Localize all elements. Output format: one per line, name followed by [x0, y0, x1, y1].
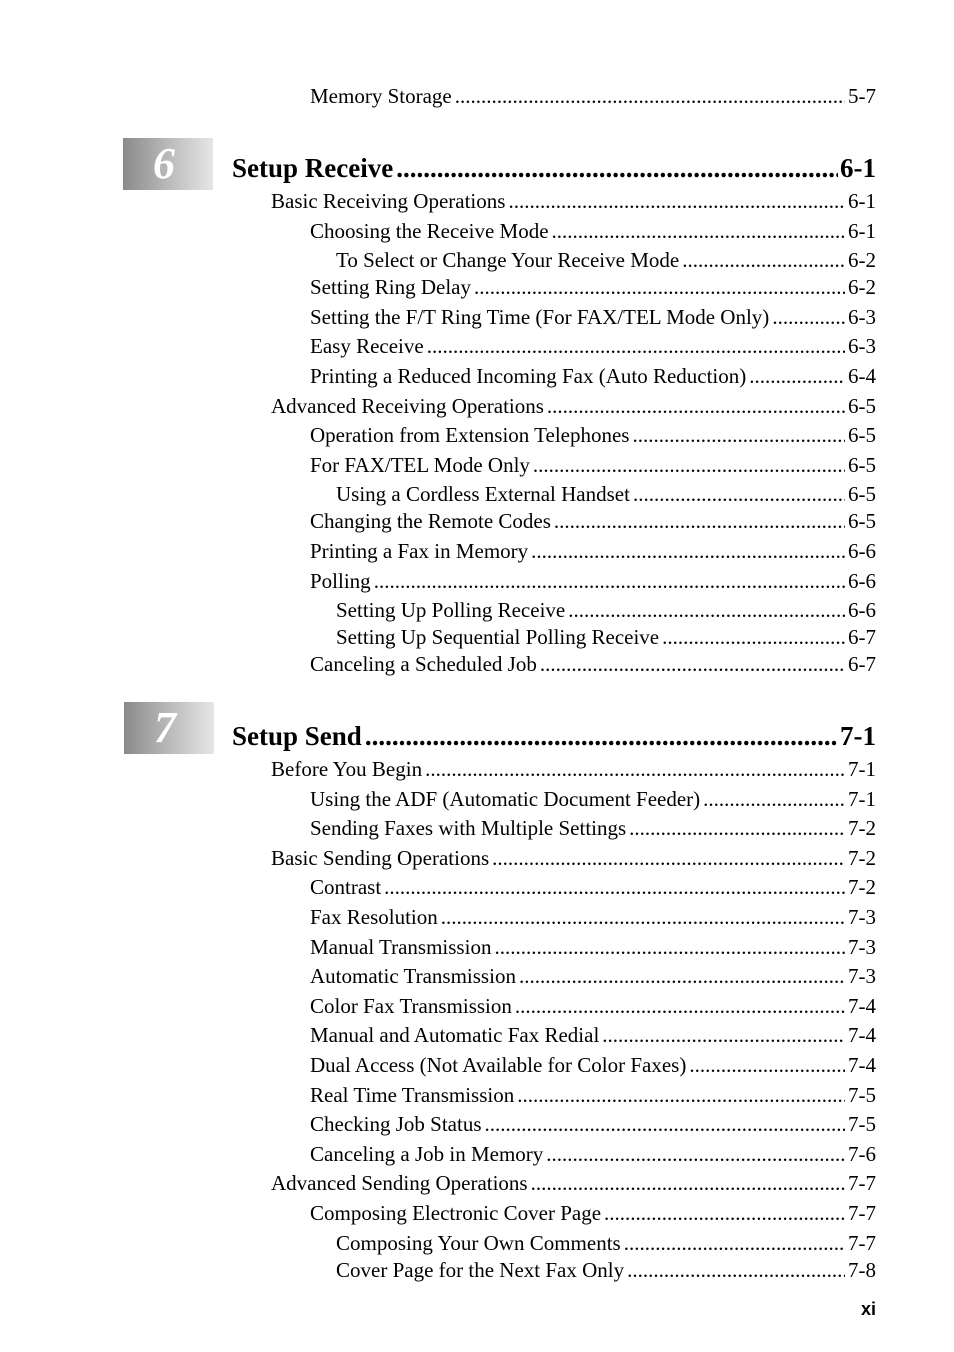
toc-entry-title: Setting Up Polling Receive	[336, 598, 566, 623]
dot-leader	[633, 481, 845, 507]
toc-entry[interactable]	[310, 363, 876, 389]
toc-entry-title: Printing a Reduced Incoming Fax (Auto Reduction)	[310, 364, 747, 388]
toc-entry-title: Changing the Remote Codes	[310, 509, 551, 534]
toc-entry-page: 6-5	[848, 509, 876, 534]
dot-leader	[604, 1200, 845, 1226]
toc-entry[interactable]	[310, 304, 876, 330]
toc-entry[interactable]	[336, 1230, 876, 1256]
dot-leader	[485, 1111, 846, 1137]
toc-entry-title: For FAX/TEL Mode Only	[310, 452, 530, 477]
dot-leader	[568, 597, 845, 623]
dot-leader	[365, 720, 838, 752]
dot-leader	[540, 651, 845, 677]
toc-entry-page: 6-3	[848, 334, 876, 359]
toc-entry-page: 6-1	[848, 189, 876, 213]
toc-entry-page: 7-7	[848, 1230, 876, 1255]
toc-entry[interactable]	[310, 1022, 876, 1048]
dot-leader	[455, 83, 845, 109]
toc-entry-title: Before You Begin	[271, 757, 423, 781]
toc-entry[interactable]	[310, 1082, 876, 1108]
toc-entry-page: 7-4	[848, 993, 876, 1018]
dot-leader	[629, 815, 845, 841]
toc-entry-title: Choosing the Receive Mode	[310, 218, 549, 243]
toc-entry-title: Manual and Automatic Fax Redial	[310, 1023, 600, 1048]
toc-entry-title: Setting Up Sequential Polling Receive	[336, 625, 660, 650]
chapter-tab-7	[124, 702, 214, 754]
toc-entry-title: Cover Page for the Next Fax Only	[336, 1257, 625, 1282]
toc-entry[interactable]	[336, 247, 876, 273]
toc-entry[interactable]	[310, 568, 876, 594]
toc-entry[interactable]	[310, 874, 876, 900]
toc-entry[interactable]	[271, 393, 876, 419]
toc-entry-page: 7-2	[848, 875, 876, 900]
chapter-number: 6	[153, 139, 175, 188]
toc-entry-title: To Select or Change Your Receive Mode	[336, 248, 680, 273]
toc-entry-title: Composing Electronic Cover Page	[310, 1201, 602, 1225]
toc-entry[interactable]	[310, 422, 876, 448]
toc-entry[interactable]	[310, 218, 876, 244]
dot-leader	[494, 934, 845, 960]
toc-entry-title: Checking Job Status	[310, 1112, 482, 1137]
toc-entry-title: Canceling a Scheduled Job	[310, 652, 537, 677]
toc-entry-page: 7-4	[848, 1053, 876, 1077]
toc-entry-page: 6-5	[848, 452, 876, 477]
toc-entry[interactable]	[310, 815, 876, 841]
toc-entry-page: 6-1	[848, 218, 876, 243]
toc-entry-page: 7-3	[848, 964, 876, 989]
toc-entry-page: 7-1	[848, 786, 876, 811]
toc-entry-page: 6-5	[848, 423, 876, 448]
toc-entry[interactable]	[336, 481, 876, 507]
toc-entry-title: Manual Transmission	[310, 934, 492, 959]
toc-entry-page: 6-6	[848, 568, 876, 593]
dot-leader	[519, 963, 845, 989]
toc-entry[interactable]	[310, 1111, 876, 1137]
chapter-heading[interactable]	[232, 152, 876, 184]
dot-leader	[703, 786, 845, 812]
toc-entry-title: Contrast	[310, 875, 382, 900]
dot-leader	[441, 904, 845, 930]
toc-entry-page: 6-5	[848, 482, 876, 507]
toc-entry-title: Easy Receive	[310, 334, 424, 359]
toc-entry[interactable]	[310, 1052, 876, 1078]
toc-entry[interactable]	[336, 624, 876, 650]
toc-entry-page: 7-5	[848, 1112, 876, 1137]
toc-entry-title: Fax Resolution	[310, 905, 438, 929]
toc-entry[interactable]	[310, 452, 876, 478]
toc-entry-page: 6-7	[848, 625, 876, 650]
dot-leader	[531, 1170, 845, 1196]
toc-entry[interactable]	[310, 1141, 876, 1167]
toc-entry[interactable]	[310, 538, 876, 564]
dot-leader	[384, 874, 845, 900]
dot-leader	[492, 845, 845, 871]
toc-entry[interactable]	[271, 845, 876, 871]
toc-entry-page: 6-6	[848, 598, 876, 623]
dot-leader	[554, 508, 845, 534]
toc-entry-title: Basic Sending Operations	[271, 845, 490, 870]
dot-leader	[552, 218, 845, 244]
toc-entry-page: 7-2	[848, 845, 876, 870]
dot-leader	[547, 393, 845, 419]
dot-leader	[632, 422, 845, 448]
toc-entry-title: Using the ADF (Automatic Document Feeder)	[310, 786, 701, 811]
toc-entry-title: Composing Your Own Comments	[336, 1230, 621, 1255]
dot-leader	[474, 274, 845, 300]
dot-leader	[682, 247, 845, 273]
toc-entry[interactable]	[310, 651, 876, 677]
toc-entry-page: 7-3	[848, 934, 876, 959]
chapter-number: 7	[154, 703, 176, 752]
toc-entry-page: 7-3	[848, 905, 876, 929]
toc-entry-page: 6-5	[848, 393, 876, 418]
toc-entry-title: Memory Storage	[310, 84, 452, 108]
toc-entry[interactable]	[310, 83, 876, 109]
toc-entry[interactable]	[310, 934, 876, 960]
dot-leader	[624, 1230, 845, 1256]
dot-leader	[508, 188, 845, 214]
dot-leader	[546, 1141, 845, 1167]
dot-leader	[662, 624, 845, 650]
toc-entry-page: 6-2	[848, 248, 876, 273]
toc-entry[interactable]	[310, 508, 876, 534]
toc-entry-page: 7-2	[848, 816, 876, 841]
toc-entry[interactable]	[310, 274, 876, 300]
toc-entry-page: 5-7	[848, 84, 876, 108]
toc-entry-title: Advanced Receiving Operations	[271, 393, 544, 418]
toc-entry-page: 7-6	[848, 1141, 876, 1166]
toc-entry[interactable]	[271, 188, 876, 214]
toc-entry-title: Color Fax Transmission	[310, 993, 512, 1018]
chapter-page: 6-1	[840, 153, 876, 183]
toc-entry-page: 7-5	[848, 1082, 876, 1107]
toc-entry-title: Polling	[310, 568, 371, 593]
toc-entry-page: 6-2	[848, 275, 876, 300]
toc-entry-page: 6-6	[848, 539, 876, 563]
toc-entry-title: Dual Access (Not Available for Color Faxes)	[310, 1053, 687, 1077]
toc-entry-title: Printing a Fax in Memory	[310, 539, 529, 563]
dot-leader	[772, 304, 845, 330]
dot-leader	[396, 152, 838, 184]
toc-entry[interactable]	[336, 597, 876, 623]
chapter-page: 7-1	[840, 721, 876, 751]
toc-entry[interactable]	[310, 333, 876, 359]
dot-leader	[425, 756, 845, 782]
dot-leader	[602, 1022, 845, 1048]
toc-entry-page: 7-4	[848, 1023, 876, 1048]
toc-entry-page: 6-4	[848, 364, 876, 388]
toc-entry[interactable]	[310, 786, 876, 812]
toc-entry[interactable]	[310, 904, 876, 930]
dot-leader	[533, 452, 845, 478]
dot-leader	[627, 1257, 845, 1283]
dot-leader	[749, 363, 845, 389]
toc-entry-title: Automatic Transmission	[310, 964, 516, 989]
dot-leader	[374, 568, 845, 594]
toc-entry-title: Sending Faxes with Multiple Settings	[310, 816, 627, 841]
toc-entry-page: 7-7	[848, 1201, 876, 1225]
toc-entry[interactable]	[310, 963, 876, 989]
toc-entry-title: Using a Cordless External Handset	[336, 482, 630, 507]
toc-entry-title: Advanced Sending Operations	[271, 1171, 528, 1196]
toc-entry-page: 7-7	[848, 1171, 876, 1196]
dot-leader	[689, 1052, 845, 1078]
toc-entry-title: Real Time Transmission	[310, 1082, 515, 1107]
dot-leader	[427, 333, 845, 359]
dot-leader	[531, 538, 845, 564]
toc-entry-title: Setting the F/T Ring Time (For FAX/TEL Mode Only)	[310, 304, 770, 329]
toc-entry-title: Canceling a Job in Memory	[310, 1141, 544, 1166]
toc-entry[interactable]	[271, 756, 876, 782]
chapter-tab-6	[123, 138, 213, 190]
toc-entry-page: 6-3	[848, 304, 876, 329]
dot-leader	[515, 993, 845, 1019]
toc-entry[interactable]	[310, 1200, 876, 1226]
toc-entry[interactable]	[336, 1257, 876, 1283]
toc-entry-page: 7-1	[848, 757, 876, 781]
chapter-title: Setup Send	[232, 721, 362, 751]
chapter-heading[interactable]	[232, 720, 876, 752]
toc-entry-page: 7-8	[848, 1257, 876, 1282]
toc-entry-title: Operation from Extension Telephones	[310, 423, 630, 448]
toc-entry[interactable]	[271, 1170, 876, 1196]
toc-entry-title: Setting Ring Delay	[310, 275, 471, 300]
chapter-title: Setup Receive	[232, 153, 394, 183]
toc-entry-title: Basic Receiving Operations	[271, 189, 506, 213]
dot-leader	[517, 1082, 845, 1108]
toc-entry-page: 6-7	[848, 652, 876, 677]
toc-entry[interactable]	[310, 993, 876, 1019]
page-number: xi	[860, 1299, 876, 1319]
